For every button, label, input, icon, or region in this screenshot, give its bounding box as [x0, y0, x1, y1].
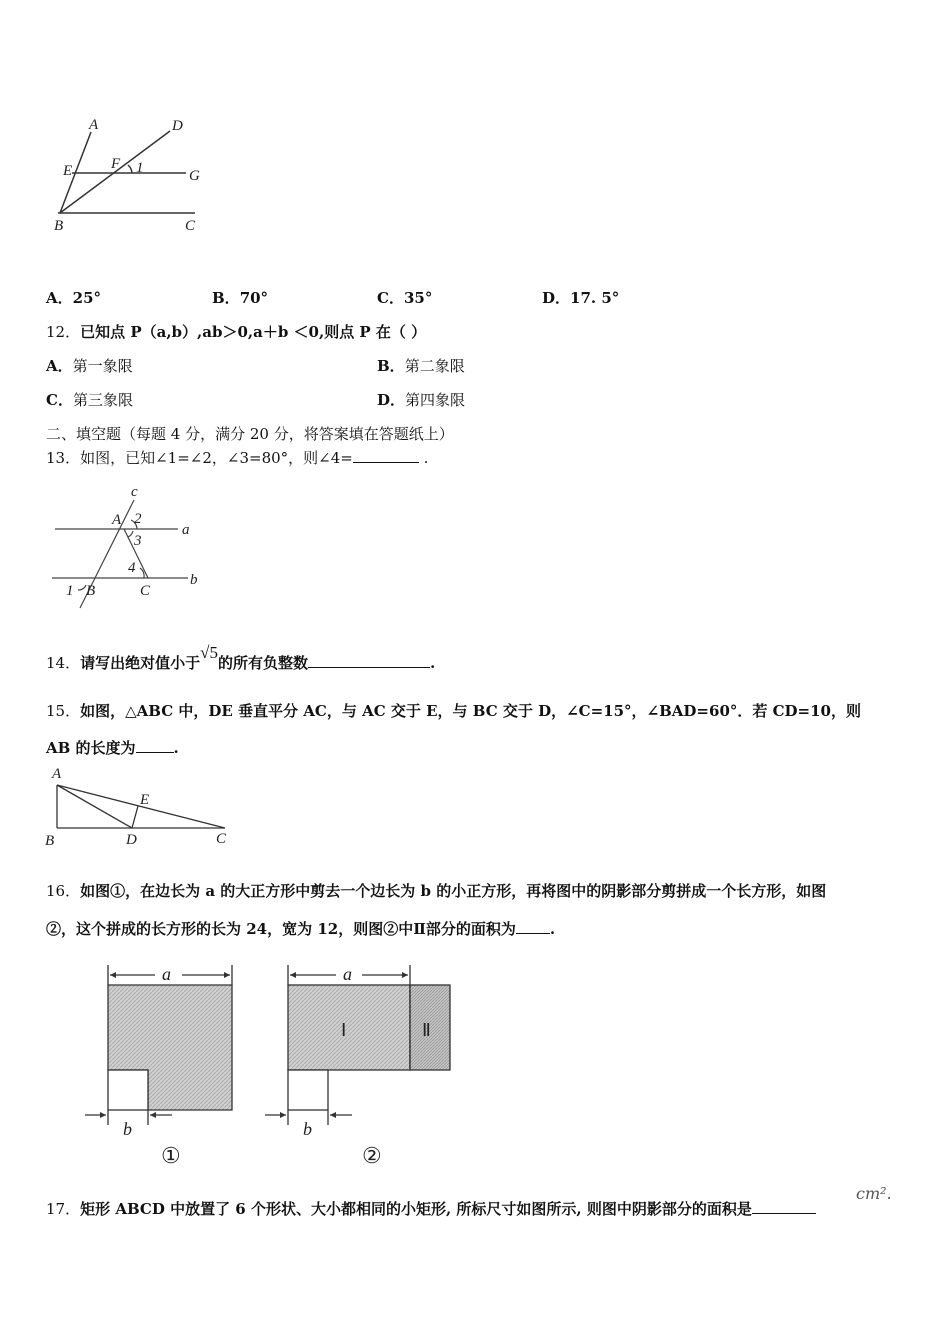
- q15-line1: 15．如图，△ABC 中，DE 垂直平分 AC，与 AC 交于 E，与 BC 交于 D，∠C=15°，∠BAD=60°．若 CD=10，则: [46, 702, 861, 720]
- label-2: 2: [134, 511, 142, 527]
- figure-2-label: ②: [362, 1143, 382, 1168]
- q13-stem: 13．如图，已知∠1=∠2，∠3=80°，则∠4= .: [46, 449, 429, 467]
- figure-1-label: ①: [161, 1143, 181, 1168]
- label-C: C: [185, 218, 196, 234]
- q12-option-c[interactable]: C．第三象限: [46, 391, 133, 409]
- label-b: b: [303, 1119, 312, 1139]
- label-a: a: [162, 964, 171, 984]
- q17-stem: 17．矩形 ABCD 中放置了 6 个形状、大小都相同的小矩形, 所标尺寸如图所示, 则图中阴影部分的面积是: [46, 1198, 816, 1219]
- answer-blank[interactable]: [752, 1199, 816, 1214]
- label-C: C: [216, 831, 227, 847]
- label-a: a: [343, 964, 352, 984]
- label-c: c: [131, 484, 138, 500]
- label-E: E: [140, 792, 150, 808]
- answer-blank[interactable]: [516, 919, 550, 934]
- label-1: 1: [66, 583, 74, 599]
- label-4: 4: [128, 560, 136, 576]
- section-heading: 二、填空题（每题 4 分，满分 20 分，将答案填在答题纸上）: [46, 425, 454, 443]
- q11-option-c[interactable]: C．35°: [377, 289, 433, 307]
- q14-stem: 14．请写出绝对值小于√5的所有负整数 .: [46, 643, 436, 672]
- q12-option-a[interactable]: A．第一象限: [46, 357, 133, 375]
- q12-option-d[interactable]: D．第四象限: [377, 391, 466, 409]
- label-B: B: [86, 583, 96, 599]
- q16-figure: [0, 0, 480, 1180]
- label-b: b: [123, 1119, 132, 1139]
- label-D: D: [172, 118, 183, 134]
- label-E: E: [63, 163, 73, 179]
- label-a: a: [182, 522, 190, 538]
- q11-option-d[interactable]: D．17. 5°: [542, 289, 620, 307]
- label-F: F: [111, 156, 121, 172]
- label-A: A: [89, 117, 99, 133]
- label-region-II: Ⅱ: [422, 1020, 431, 1040]
- q17-unit: cm².: [856, 1184, 892, 1203]
- label-G: G: [189, 168, 200, 184]
- label-A: A: [52, 766, 62, 782]
- label-C: C: [140, 583, 151, 599]
- label-D: D: [126, 832, 137, 848]
- label-B: B: [45, 833, 55, 849]
- q12-option-b[interactable]: B．第二象限: [377, 357, 465, 375]
- label-region-I: Ⅰ: [341, 1020, 347, 1040]
- q12-stem: 12．已知点 P（a,b）,ab＞0,a＋b ＜0,则点 P 在（ ）: [46, 323, 427, 341]
- label-B: B: [54, 218, 64, 234]
- label-A: A: [112, 512, 122, 528]
- q16-line2: ②，这个拼成的长方形的长为 24，宽为 12，则图②中Ⅱ部分的面积为 .: [46, 920, 556, 938]
- label-3: 3: [134, 533, 142, 549]
- q16-line1: 16．如图①，在边长为 a 的大正方形中剪去一个边长为 b 的小正方形，再将图中的阴影部分剪拼成一个长方形，如图: [46, 882, 827, 900]
- q15-line2: AB 的长度为 .: [46, 739, 179, 757]
- label-1: 1: [136, 160, 144, 176]
- label-b: b: [190, 572, 198, 588]
- q11-option-b[interactable]: B．70°: [212, 289, 269, 307]
- q11-option-a[interactable]: A．25°: [46, 289, 102, 307]
